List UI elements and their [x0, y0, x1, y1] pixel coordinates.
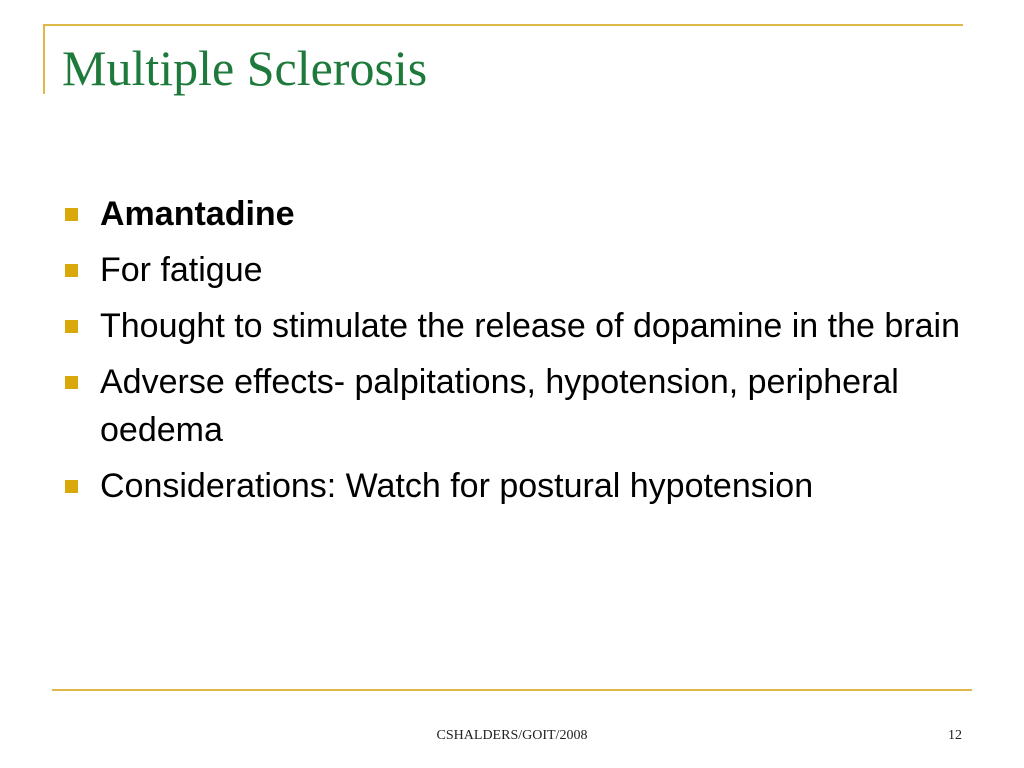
bullet-text: Adverse effects- palpitations, hypotension, peripheral oedema [100, 363, 899, 449]
page-number: 12 [948, 728, 962, 743]
square-bullet-icon [65, 376, 78, 389]
bullet-item [62, 246, 962, 294]
bullet-item [62, 302, 962, 350]
bullet-list [62, 190, 962, 518]
footer-credit: CSHALDERS/GOIT/2008 [436, 728, 588, 743]
bullet-text: Thought to stimulate the release of dopamine in the brain [100, 307, 960, 345]
bullet-text: Considerations: Watch for postural hypotension [100, 467, 814, 505]
bullet-item [62, 190, 962, 238]
bullet-text: For fatigue [100, 251, 263, 289]
bullet-item [62, 462, 962, 510]
footer-rule [52, 689, 972, 691]
square-bullet-icon [65, 208, 78, 221]
square-bullet-icon [65, 480, 78, 493]
title-frame-top-rule [43, 24, 963, 26]
title-frame-left-rule [43, 24, 45, 94]
slide-title: Multiple Sclerosis [62, 40, 428, 96]
square-bullet-icon [65, 320, 78, 333]
bullet-item [62, 358, 962, 454]
square-bullet-icon [65, 264, 78, 277]
bullet-text: Amantadine [100, 195, 295, 233]
